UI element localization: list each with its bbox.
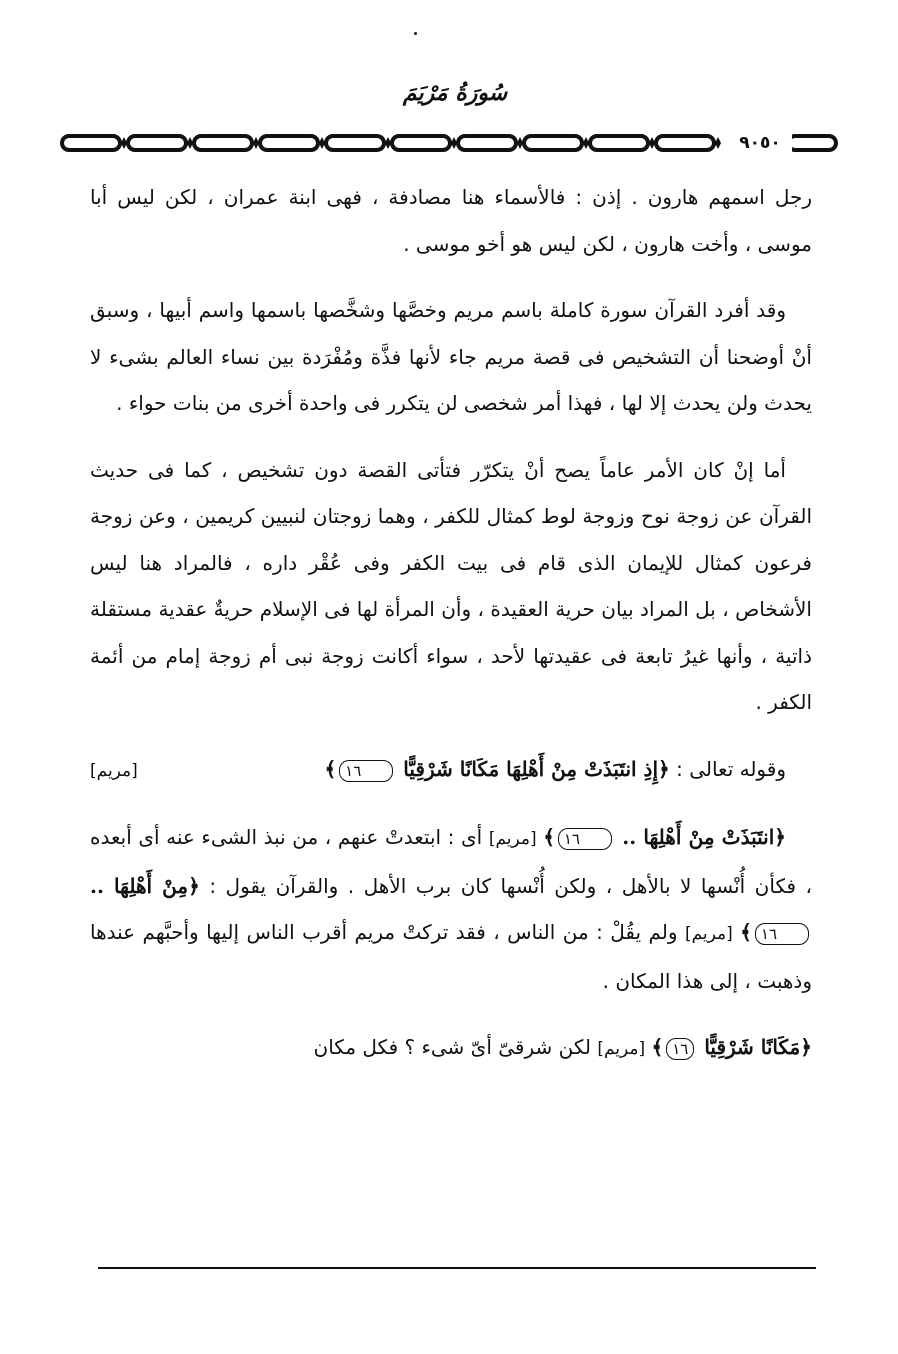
border-diamond: [517, 137, 523, 149]
paragraph: [90, 1024, 812, 1073]
verse-text: مِنْ أَهْلِهَا ..: [90, 873, 189, 898]
border-link: [194, 136, 252, 150]
paragraph: وقد أفرد القرآن سورة كاملة باسم مريم وخصَّها وشخَّصها باسمها واسم أبيها ، وسبق أنْ أوضحنا أن التشخيص فى قصة مريم جاء لأنها فذَّة ومُفْرَدة بين نساء العالم بشىء لا يحدث ولن يحدث إلا لها ، فهذا أمر شخصى لن يتكرر فى واحدة أخرى من بنات حواء .: [90, 298, 812, 415]
ornate-bracket-open: ﴿: [658, 756, 670, 781]
ayah-number-marker: ١٦: [558, 828, 612, 850]
paragraph: [90, 814, 812, 1004]
page-number: ٩٠٥٠: [728, 128, 792, 158]
verse-citation: [324, 746, 812, 793]
ornate-bracket-close: ﴾: [543, 825, 555, 849]
ornamental-header-border: [60, 128, 840, 158]
quran-verse: [324, 757, 669, 781]
quran-quote: [652, 1035, 813, 1059]
verse-text: انتَبَذَتْ مِنْ أَهْلِهَا ..: [622, 825, 775, 849]
commentary-text: أى : ابتعدتْ عنهم ، من نبذ الشىء عنه أى أبعده ، فكأن أُنْسها لا بالأهل ، ولكن أُنْسها كان برب الأهل . والقرآن يقول :: [90, 825, 813, 898]
border-link: [590, 136, 648, 150]
paragraph: رجل اسمهم هارون . إذن : فالأسماء هنا مصادفة ، فهى ابنة عمران ، لكن ليس أبا موسى ، وأخت هارون ، لكن ليس هو أخو موسى .: [90, 185, 812, 256]
surah-reference: [مريم]: [488, 829, 537, 849]
ornate-bracket-open: ﴿: [800, 1035, 812, 1059]
ornate-bracket-close: ﴾: [740, 920, 752, 944]
surah-reference: [مريم]: [90, 760, 138, 781]
border-diamond: [253, 137, 259, 149]
verse-text: إِذِ انتَبَذَتْ مِنْ أَهْلِهَا مَكَانًا شَرْقِيًّا: [403, 756, 659, 781]
verse-text: مَكَانًا شَرْقِيًّا: [704, 1035, 801, 1059]
border-diamond: [451, 137, 457, 149]
paragraph: أما إنْ كان الأمر عاماً يصح أنْ يتكرّر فتأتى القصة دون تشخيص ، كما فى حديث القرآن عن زوجة نوح وزوجة لوط كمثال للكفر ، وهما زوجتان لنبيين كريمين ، وعن زوجة فرعون كمثال للإيمان الذى قام فى بيت الكفر وفى عُقْر داره ، فالمراد هنا ليس الأشخاص ، بل المراد بيان حرية العقيدة ، وأن المرأة لها فى الإسلام حريةٌ عقدية مستقلة ذاتية ، وأنها غيرُ تابعة فى عقيدتها لأحد ، سواء أكانت زوجة نبى أم زوجة إمام من أئمة الكفر .: [90, 457, 812, 714]
ornate-bracket-open: ﴿: [188, 873, 200, 898]
border-link: [392, 136, 450, 150]
ayah-number-marker: ١٦: [666, 1038, 694, 1060]
ornate-bracket-close: ﴾: [651, 1035, 664, 1059]
verse-lead: وقوله تعالى :: [676, 756, 786, 781]
border-link: [128, 136, 186, 150]
commentary-text: ولم يقُلْ : من الناس ، فقد تركتْ مريم أقرب الناس إليها وأحبَّهم عندها وذهبت ، إلى هذا المكان .: [90, 920, 812, 993]
commentary-text: لكن شرقىّ أىّ شىء ؟ فكل مكان: [313, 1035, 591, 1059]
surah-reference: [مريم]: [684, 924, 733, 944]
ayah-number-marker: ١٦: [755, 923, 809, 945]
border-diamond: [715, 137, 721, 149]
ornate-bracket-close: ﴾: [324, 756, 337, 781]
footer-rule: [98, 1267, 816, 1269]
page-body: [90, 174, 812, 1093]
border-diamond: [187, 137, 193, 149]
verse-citation-line: [90, 746, 812, 795]
surah-title: سُورَةُ مَرْيَمَ: [402, 80, 508, 106]
border-link: [656, 136, 714, 150]
border-diamond: [649, 137, 655, 149]
border-link: [524, 136, 582, 150]
border-link: [260, 136, 318, 150]
border-diamond: [385, 137, 391, 149]
top-mark: [414, 32, 417, 35]
border-link: [326, 136, 384, 150]
border-link: [458, 136, 516, 150]
quran-quote: [543, 825, 786, 849]
ayah-number-marker: ١٦: [339, 760, 393, 782]
border-link: [62, 136, 120, 150]
surah-reference: [مريم]: [597, 1039, 646, 1059]
border-link: [788, 136, 836, 150]
border-diamond: [319, 137, 325, 149]
border-diamond: [121, 137, 127, 149]
ornate-bracket-open: ﴿: [774, 825, 786, 849]
border-diamond: [583, 137, 589, 149]
